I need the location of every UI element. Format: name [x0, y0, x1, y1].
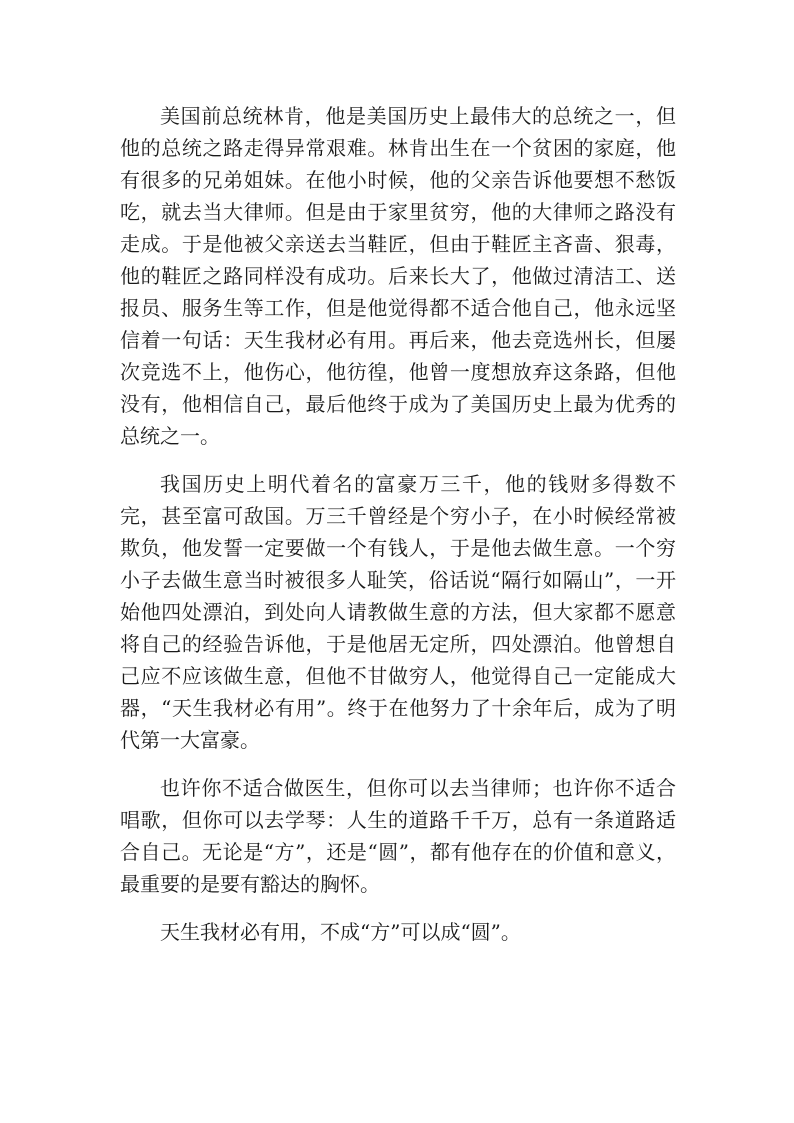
- paragraph-lincoln: 美国前总统林肯，他是美国历史上最伟大的总统之一，但他的总统之路走得异常艰难。林肯出生在一个贫困的家庭，他有很多的兄弟姐妹。在他小时候，他的父亲告诉他要想不愁饭吃，就去当大律师。但是由于家里贫穷，他的大律师之路没有走成。于是他被父亲送去当鞋匠，但由于鞋匠主吝啬、狠毒，他的鞋匠之路同样没有成功。后来长大了，他做过清洁工、送报员、服务生等工作，但是他觉得都不适合他自己，他永远坚信着一句话：天生我材必有用。再后来，他去竞选州长，但屡次竞选不上，他伤心，他彷徨，他曾一度想放弃这条路，但他没有，他相信自己，最后他终于成为了美国历史上最为优秀的总统之一。: [120, 104, 676, 448]
- paragraph-wan-sanqian: 我国历史上明代着名的富豪万三千，他的钱财多得数不完，甚至富可敌国。万三千曾经是个穷小子，在小时候经常被欺负，他发誓一定要做一个有钱人，于是他去做生意。一个穷小子去做生意当时被很多人耻笑，俗话说“隔行如隔山”，一开始他四处漂泊，到处向人请教做生意的方法，但大家都不愿意将自己的经验告诉他，于是他居无定所，四处漂泊。他曾想自己应不应该做生意，但他不甘做穷人，他觉得自己一定能成大器，“天生我材必有用”。终于在他努力了十余年后，成为了明代第一大富豪。: [120, 472, 676, 752]
- paragraph-life-paths: 也许你不适合做医生，但你可以去当律师；也许你不适合唱歌，但你可以去学琴：人生的道路千千万，总有一条道路适合自己。无论是“方”，还是“圆”，都有他存在的价值和意义，最重要的是要有豁达的胸怀。: [120, 776, 676, 896]
- document-body: [120, 100, 676, 964]
- paragraph-conclusion: 天生我材必有用，不成“方”可以成“圆”。: [160, 920, 521, 944]
